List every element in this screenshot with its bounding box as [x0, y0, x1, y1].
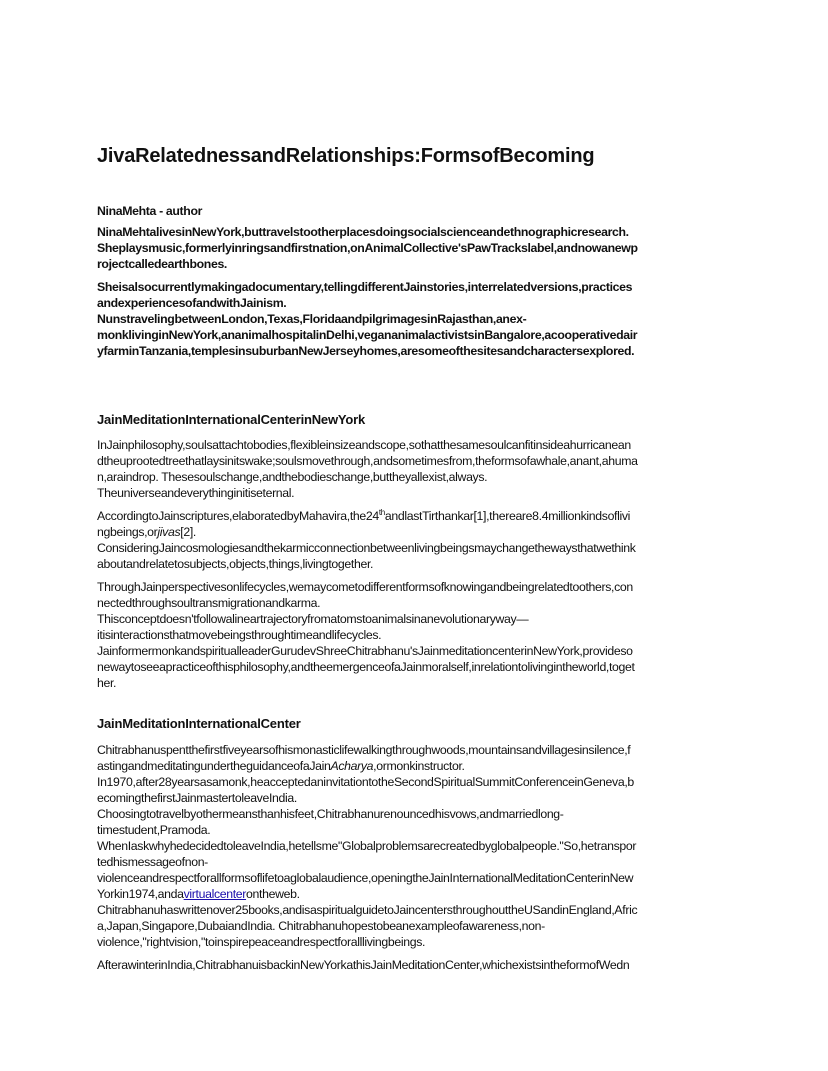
text-line	[97, 886, 733, 902]
text-line: timestudent,Pramoda.	[97, 823, 211, 837]
text-span: ngbeings,or	[97, 525, 158, 539]
text-line: JainformermonkandspiritualleaderGurudevShreeChitrabhanu'sJainmeditationcenterinNewYork,provideso	[97, 644, 633, 658]
text-line: monklivinginNewYork,ananimalhospitalinDelhi,vegananimalactivistsinBangalore,acooperativedair	[97, 328, 638, 342]
section-heading-nyc-center: JainMeditationInternationalCenterinNewYork	[97, 412, 366, 427]
text-line: a,Japan,Singapore,DubaiandIndia. Chitrabhanuhopestobeanexampleofawareness,non-	[97, 919, 545, 933]
text-line: Chitrabhanuspentthefirstfiveyearsofhismonasticlifewalkingthroughwoods,mountainsandvillagesinsilence,f	[97, 743, 631, 757]
paragraph	[97, 957, 733, 973]
document-title: JivaRelatednessandRelationships:FormsofBecoming	[97, 145, 595, 167]
text-line	[97, 508, 733, 524]
text-span: [2].	[180, 525, 196, 539]
text-line: NunstravelingbetweenLondon,Texas,FloridaandpilgrimagesinRajasthan,anex-	[97, 312, 527, 326]
text-line: tedhismessageofnon-	[97, 855, 208, 869]
text-line: newaytoseeapracticeofthisphilosophy,andtheemergenceofaJainmoralself,inrelationtolivingintheworld,toget	[97, 660, 635, 674]
text-span: ontheweb.	[246, 887, 300, 901]
text-line: her.	[97, 676, 117, 690]
text-line: AfterawinterinIndia,ChitrabhanuisbackinNewYorkathisJainMeditationCenter,whichexistsintheformofWedn	[97, 958, 630, 972]
text-span: andlastTirthankar[1],thereare8.4millionkindsoflivi	[384, 509, 631, 523]
text-line: Theuniverseandeverythinginitiseternal.	[97, 486, 295, 500]
text-line: ThroughJainperspectivesonlifecycles,wemaycometodifferentformsofknowingandbeingrelatedtoothers,con	[97, 580, 633, 594]
text-line: nectedthroughsoultransmigrationandkarma.	[97, 596, 321, 610]
bio-paragraph-1	[97, 224, 733, 272]
text-line: Thisconceptdoesn'tfollowalineartrajectoryfromatomstoanimalsinanevolutionaryway—	[97, 612, 529, 626]
text-line	[97, 758, 733, 774]
text-line: aboutandrelatetosubjects,objects,things,livingtogether.	[97, 557, 374, 571]
bio-paragraph-2	[97, 279, 733, 359]
text-line: InJainphilosophy,soulsattachtobodies,flexibleinsizeandscope,sothatthesamesoulcanfitinsideahurricanean	[97, 438, 631, 452]
text-line: dtheuprootedtreethatlaysinitswake;soulsmovethrough,andsometimesfrom,theformsofawhale,anant,ahuma	[97, 454, 638, 468]
author-line: NinaMehta - author	[97, 204, 203, 218]
paragraph	[97, 508, 733, 572]
text-line: In1970,after28yearsasamonk,heacceptedaninvitationtotheSecondSpiritualSummitConferenceinGeneva,b	[97, 775, 634, 789]
text-line: rojectcalledearthbones.	[97, 257, 227, 271]
italic-term: Acharya	[330, 759, 374, 773]
text-span: ,ormonkinstructor.	[373, 759, 465, 773]
text-line: Choosingtotravelbyothermeansthanhisfeet,Chitrabhanurenouncedhisvows,andmarriedlong-	[97, 807, 564, 821]
paragraph	[97, 579, 733, 691]
text-line: Chitrabhanuhaswrittenover25books,andisaspiritualguidetoJaincentersthroughouttheUSandinEngland,Afric	[97, 903, 638, 917]
section-1-body	[97, 437, 733, 691]
text-line: WhenIaskwhyhedecidedtoleaveIndia,hetellsme"Globalproblemsarecreatedbyglobalpeople."So,hetranspor	[97, 839, 637, 853]
text-line: ecomingthefirstJainmastertoleaveIndia.	[97, 791, 297, 805]
superscript: th	[378, 507, 385, 517]
author-bio	[97, 224, 733, 359]
paragraph	[97, 437, 733, 501]
text-line: n,araindrop. Thesesoulschange,andthebodieschange,buttheyallexist,always.	[97, 470, 488, 484]
text-line: NinaMehtalivesinNewYork,buttravelstootherplacesdoingsocialscienceandethnographicresearch.	[97, 225, 629, 239]
text-line: yfarminTanzania,templesinsuburbanNewJerseyhomes,aresomeofthesitesandcharactersexplored.	[97, 344, 635, 358]
text-line: violenceandrespectforallformsoflifetoaglobalaudience,openingtheJainInternationalMeditationCenterinNew	[97, 871, 634, 885]
virtual-center-link[interactable]: virtualcenter	[183, 887, 247, 901]
text-span: Yorkin1974,anda	[97, 887, 184, 901]
text-line: andexperiencesofandwithJainism.	[97, 296, 287, 310]
text-line	[97, 524, 733, 540]
text-span: AccordingtoJainscriptures,elaboratedbyMahavira,the24	[97, 509, 379, 523]
text-line: ConsideringJaincosmologiesandthekarmicconnectionbetweenlivingbeingsmaychangethewaysthatwethink	[97, 541, 636, 555]
text-line: itisinteractionsthatmovebeingsthroughtimeandlifecycles.	[97, 628, 382, 642]
text-line: violence,"rightvision,"toinspirepeaceandrespectforalllivingbeings.	[97, 935, 426, 949]
section-heading-center: JainMeditationInternationalCenter	[97, 716, 301, 731]
text-line: Sheplaysmusic,formerlyinringsandfirstnation,onAnimalCollective'sPawTrackslabel,andnowanewp	[97, 241, 638, 255]
italic-term: jivas	[157, 525, 181, 539]
text-span: astingandmeditatingundertheguidanceofaJain	[97, 759, 331, 773]
text-line: Sheisalsocurrentlymakingadocumentary,tellingdifferentJainstories,interrelatedversions,practices	[97, 280, 633, 294]
section-2-body	[97, 742, 733, 973]
paragraph	[97, 742, 733, 950]
